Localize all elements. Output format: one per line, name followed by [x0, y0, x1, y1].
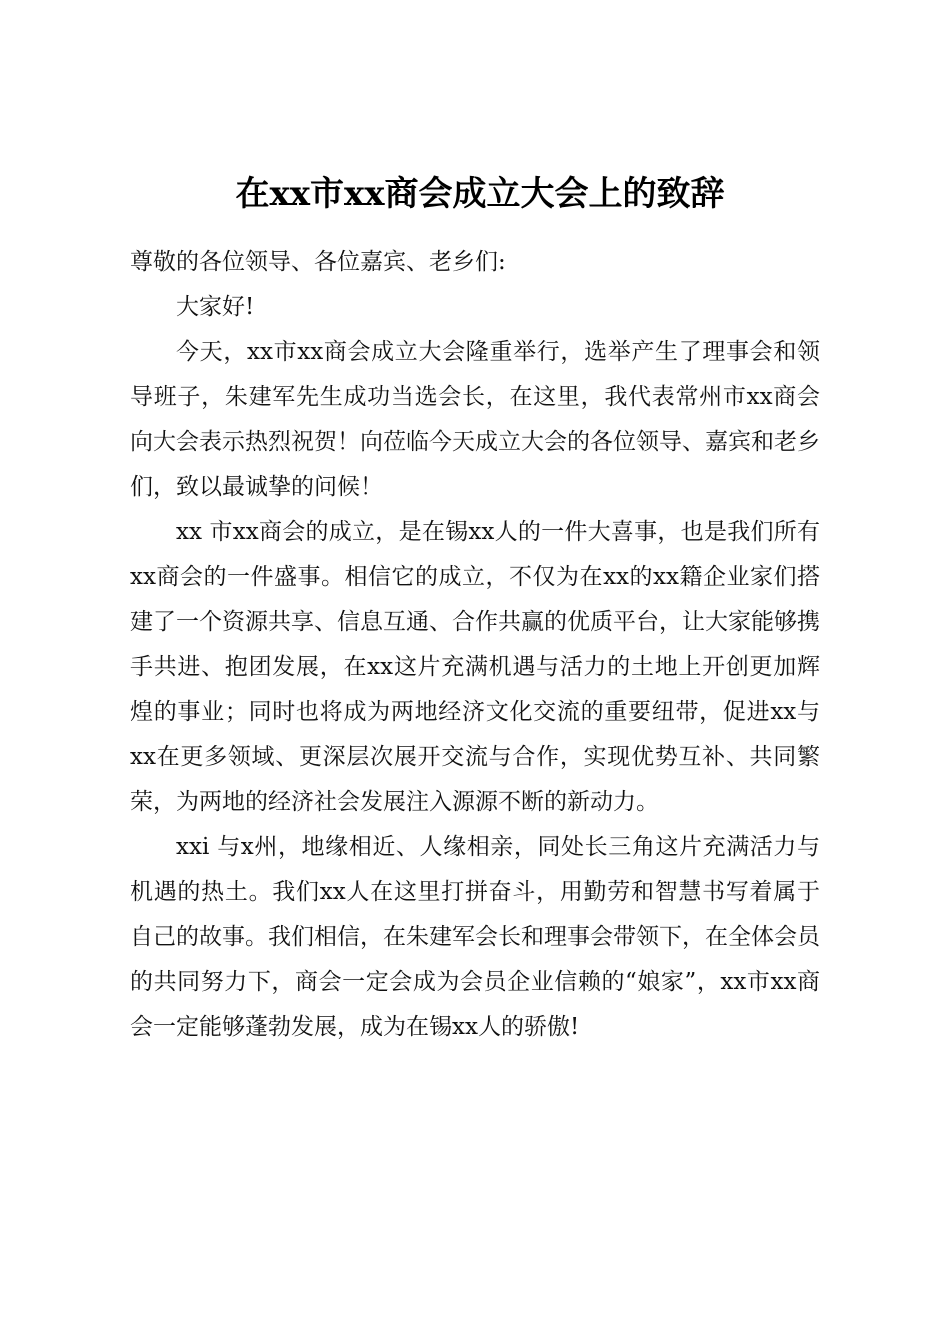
- paragraph-greeting: 大家好!: [176, 294, 255, 320]
- paragraph-closing: xxi 与x州，地缘相近、人缘相亲，同处长三角这片充满活力与机遇的热土。我们xx人在这里打拼奋斗，用勤劳和智慧书写着属于自己的故事。我们相信，在朱建军会长和理事会带领下，在全体会员的共同努力下，商会一定会成为会员企业信赖的“娘家”，xx市xx商会一定能够蓬勃发展，成为在锡xx人的骄傲!: [130, 834, 820, 1040]
- salutation: 尊敬的各位领导、各位嘉宾、老乡们:: [130, 249, 506, 275]
- document-title: 在xx市xx商会成立大会上的致辞: [235, 174, 725, 214]
- paragraph-opening: 今天，xx市xx商会成立大会隆重举行，选举产生了理事会和领导班子，朱建军先生成功当选会长，在这里，我代表常州市xx商会向大会表示热烈祝贺！向莅临今天成立大会的各位领导、嘉宾和老乡们，致以最诚挚的问候！: [130, 339, 820, 500]
- document-body: [130, 240, 820, 1050]
- paragraph-significance: xx 市xx商会的成立，是在锡xx人的一件大喜事，也是我们所有xx商会的一件盛事。相信它的成立，不仅为在xx的xx籍企业家们搭建了一个资源共享、信息互通、合作共赢的优质平台，让大家能够携手共进、抱团发展，在xx这片充满机遇与活力的土地上开创更加辉煌的事业；同时也将成为两地经济文化交流的重要纽带，促进xx与xx在更多领域、更深层次展开交流与合作，实现优势互补、共同繁荣，为两地的经济社会发展注入源源不断的新动力。: [130, 519, 820, 815]
